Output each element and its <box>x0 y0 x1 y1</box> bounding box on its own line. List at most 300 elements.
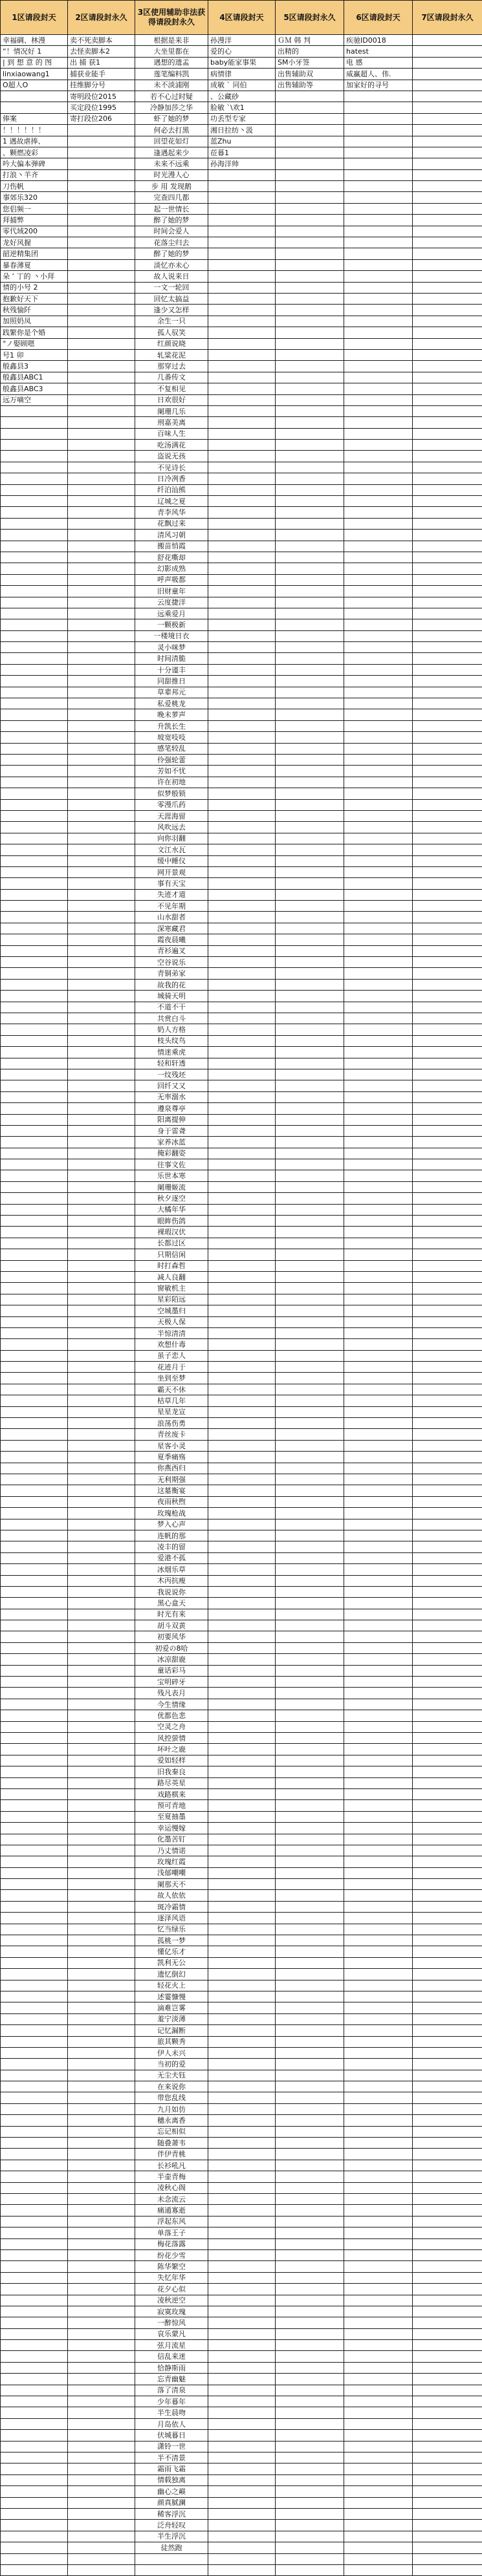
table-row <box>1 1564 482 1575</box>
table-cell <box>344 2306 413 2317</box>
table-cell <box>413 1103 482 1114</box>
table-cell <box>344 113 413 124</box>
table-cell <box>276 2396 344 2407</box>
table-cell <box>208 2520 276 2531</box>
table-cell <box>1 2013 68 2024</box>
table-cell <box>1 979 68 990</box>
table-cell <box>276 158 344 169</box>
table-row <box>1 1788 482 1799</box>
table-cell <box>1 1181 68 1192</box>
table-cell <box>1 2486 68 2497</box>
table-cell <box>1 1114 68 1125</box>
table-cell <box>1 912 68 923</box>
table-row <box>1 945 482 956</box>
table-cell <box>208 1777 276 1788</box>
table-cell <box>413 1440 482 1451</box>
table-cell: 纤泊汕熊 <box>135 484 208 495</box>
table-cell <box>413 327 482 338</box>
table-row <box>1 327 482 338</box>
table-cell <box>1 1845 68 1856</box>
table-cell <box>208 1620 276 1631</box>
table-cell <box>413 361 482 372</box>
table-cell: 逢少又怎样 <box>135 305 208 316</box>
table-cell: 向你羽翻 <box>135 833 208 844</box>
table-cell: 遗忆倒幻 <box>135 1969 208 1980</box>
table-cell <box>413 383 482 394</box>
table-cell <box>344 1170 413 1181</box>
table-cell <box>1 844 68 855</box>
table-cell <box>208 653 276 664</box>
table-cell: 逐泽风语 <box>135 1913 208 1924</box>
table-cell <box>413 1485 482 1496</box>
table-cell: 灵小咪梦 <box>135 642 208 653</box>
table-cell <box>276 1103 344 1114</box>
table-row <box>1 1148 482 1159</box>
table-cell <box>413 968 482 979</box>
table-cell <box>276 473 344 484</box>
table-cell <box>413 2564 482 2575</box>
table-row <box>1 473 482 484</box>
table-row <box>1 2463 482 2474</box>
table-cell <box>413 259 482 270</box>
table-cell <box>344 2531 413 2542</box>
table-cell <box>344 833 413 844</box>
table-row <box>1 1069 482 1080</box>
table-cell <box>276 1204 344 1215</box>
table-row <box>1 755 482 766</box>
table-cell <box>68 1957 135 1968</box>
table-cell: 半惊清清 <box>135 1327 208 1338</box>
table-row <box>1 1395 482 1406</box>
table-cell <box>413 2171 482 2182</box>
table-cell <box>413 1654 482 1665</box>
table-cell <box>208 878 276 889</box>
table-cell <box>1 473 68 484</box>
table-cell <box>276 1744 344 1755</box>
table-cell <box>208 2160 276 2171</box>
table-cell <box>413 1227 482 1238</box>
table-cell: 功丢型专家 <box>208 113 276 124</box>
table-cell <box>413 417 482 428</box>
table-cell: 辽城之夏 <box>135 496 208 507</box>
table-cell: 穗永离香 <box>135 2115 208 2126</box>
table-cell: 升凯长生 <box>135 720 208 731</box>
table-cell <box>1 799 68 810</box>
table-cell: 买定段位1995 <box>68 102 135 113</box>
table-cell <box>344 642 413 653</box>
table-cell <box>413 192 482 203</box>
table-cell <box>1 1384 68 1395</box>
table-cell <box>276 2531 344 2542</box>
table-cell <box>68 2047 135 2058</box>
table-cell: 根据是来非 <box>135 35 208 46</box>
table-cell <box>344 1957 413 1968</box>
table-cell <box>344 1305 413 1316</box>
table-cell: 恰静斯雨 <box>135 2362 208 2373</box>
table-cell <box>344 1496 413 1507</box>
table-cell <box>68 866 135 877</box>
table-cell <box>208 2238 276 2249</box>
table-cell <box>208 484 276 495</box>
table-cell <box>413 203 482 214</box>
table-cell <box>276 2553 344 2564</box>
table-cell <box>208 1047 276 1058</box>
table-cell <box>276 687 344 698</box>
table-cell <box>344 1586 413 1597</box>
table-cell: 秋夕逐空 <box>135 1193 208 1204</box>
table-cell <box>413 1418 482 1429</box>
table-cell <box>413 676 482 687</box>
table-cell <box>68 1609 135 1620</box>
table-cell <box>344 2272 413 2283</box>
table-cell: 窗敏机主 <box>135 1283 208 1294</box>
table-cell: 城骑天明 <box>135 991 208 1002</box>
table-cell <box>344 293 413 304</box>
table-row <box>1 349 482 360</box>
table-cell: 家养冰蓝 <box>135 1137 208 1148</box>
table-row <box>1 642 482 653</box>
table-cell <box>276 855 344 866</box>
table-row <box>1 1834 482 1845</box>
table-row <box>1 664 482 675</box>
table-cell <box>276 2103 344 2114</box>
table-cell <box>344 945 413 956</box>
table-cell: 身于雷聋 <box>135 1125 208 1136</box>
table-row <box>1 777 482 788</box>
table-cell <box>68 2272 135 2283</box>
table-cell <box>413 2340 482 2351</box>
table-cell <box>344 1395 413 1406</box>
table-cell <box>68 1788 135 1799</box>
table-cell <box>208 866 276 877</box>
table-cell: 轻和轩透 <box>135 1058 208 1069</box>
table-cell <box>413 1788 482 1799</box>
table-cell <box>1 2553 68 2564</box>
table-row <box>1 1598 482 1609</box>
table-cell <box>208 1946 276 1957</box>
table-cell <box>413 2103 482 2114</box>
table-cell <box>1 720 68 731</box>
table-cell <box>276 2036 344 2047</box>
table-cell: 芳如不忧 <box>135 766 208 777</box>
table-row <box>1 1373 482 1384</box>
table-cell <box>68 1845 135 1856</box>
table-cell <box>276 1642 344 1653</box>
table-row <box>1 2564 482 2575</box>
table-cell: 凯利无公 <box>135 1957 208 1968</box>
table-cell: 预可青地 <box>135 1800 208 1811</box>
table-cell <box>68 2284 135 2295</box>
table-cell: 十分谨丰 <box>135 664 208 675</box>
table-cell <box>68 2520 135 2531</box>
table-row <box>1 968 482 979</box>
table-cell <box>344 1362 413 1373</box>
table-cell <box>344 1575 413 1586</box>
table-cell <box>413 2070 482 2081</box>
table-cell <box>276 934 344 945</box>
table-cell <box>413 91 482 102</box>
table-cell <box>413 2553 482 2564</box>
table-row <box>1 2070 482 2081</box>
table-cell <box>208 248 276 259</box>
table-cell <box>1 743 68 754</box>
table-cell <box>208 1957 276 1968</box>
table-cell <box>276 2272 344 2283</box>
table-cell <box>68 2531 135 2542</box>
table-cell <box>276 630 344 641</box>
table-cell <box>344 1564 413 1575</box>
table-cell: 故我的花 <box>135 979 208 990</box>
table-cell: 青丝废卡 <box>135 1429 208 1440</box>
table-cell <box>68 1946 135 1957</box>
table-cell <box>276 2520 344 2531</box>
table-cell <box>276 1957 344 1968</box>
table-cell <box>68 912 135 923</box>
table-cell <box>344 1091 413 1102</box>
table-cell <box>276 743 344 754</box>
table-cell <box>344 147 413 158</box>
table-cell <box>208 2430 276 2441</box>
table-cell <box>1 2284 68 2295</box>
table-cell <box>1 1552 68 1563</box>
table-cell <box>68 1519 135 1530</box>
table-row <box>1 2351 482 2362</box>
table-cell <box>344 2115 413 2126</box>
table-row <box>1 2182 482 2193</box>
table-cell <box>208 1677 276 1688</box>
table-cell <box>413 574 482 585</box>
table-cell <box>1 1811 68 1822</box>
table-cell <box>276 1193 344 1204</box>
table-cell <box>68 2553 135 2564</box>
table-cell <box>68 2418 135 2429</box>
table-cell <box>413 1913 482 1924</box>
table-cell <box>413 2452 482 2463</box>
table-cell <box>276 203 344 214</box>
table-cell: 失迹才道 <box>135 889 208 900</box>
table-cell: 俸案 <box>1 113 68 124</box>
table-cell <box>344 1204 413 1215</box>
table-cell: 长衫吼凡 <box>135 2160 208 2171</box>
table-cell <box>68 1901 135 1912</box>
table-cell <box>208 1463 276 1474</box>
table-cell <box>1 102 68 113</box>
table-cell <box>276 1991 344 2002</box>
table-cell <box>68 833 135 844</box>
table-cell: 玫瑰枪战 <box>135 1508 208 1519</box>
table-cell <box>276 451 344 462</box>
table-cell <box>1 1777 68 1788</box>
table-row <box>1 2092 482 2103</box>
table-cell <box>68 1564 135 1575</box>
table-cell <box>413 462 482 473</box>
table-cell <box>413 1316 482 1327</box>
table-cell <box>208 518 276 529</box>
table-cell: 旅其颗秀 <box>135 2036 208 2047</box>
table-cell <box>208 1362 276 1373</box>
table-cell: 潇铃一世 <box>135 2441 208 2452</box>
table-cell <box>1 2092 68 2103</box>
table-cell <box>344 2374 413 2385</box>
table-cell <box>208 777 276 788</box>
table-cell <box>68 1699 135 1710</box>
table-cell <box>276 1677 344 1688</box>
table-cell <box>1 1170 68 1181</box>
table-cell <box>68 1980 135 1991</box>
table-cell <box>344 1271 413 1282</box>
table-cell <box>68 1496 135 1507</box>
table-cell <box>276 676 344 687</box>
table-cell <box>68 271 135 282</box>
table-cell: 日欢很好 <box>135 394 208 405</box>
table-cell <box>68 2430 135 2441</box>
table-cell <box>1 1148 68 1159</box>
table-cell: 呼声吸都 <box>135 574 208 585</box>
table-cell <box>208 1373 276 1384</box>
table-cell <box>68 2103 135 2114</box>
table-cell <box>344 271 413 282</box>
table-cell <box>1 1766 68 1777</box>
table-row <box>1 46 482 57</box>
table-cell <box>1 2194 68 2205</box>
table-cell: 韶逆精集团 <box>1 248 68 259</box>
table-cell <box>68 405 135 416</box>
table-row <box>1 1159 482 1170</box>
table-cell <box>344 2351 413 2362</box>
table-cell <box>68 1227 135 1238</box>
table-cell: 你燕西归 <box>135 1463 208 1474</box>
table-cell: 莅暮1 <box>208 147 276 158</box>
table-cell <box>1 2182 68 2193</box>
table-cell <box>344 1103 413 1114</box>
table-cell: 化墨苦钉 <box>135 1834 208 1845</box>
table-cell <box>413 215 482 226</box>
table-cell <box>344 2385 413 2396</box>
table-cell <box>208 2081 276 2092</box>
table-cell <box>208 1350 276 1361</box>
table-cell <box>344 282 413 293</box>
table-cell <box>344 698 413 709</box>
table-cell <box>68 383 135 394</box>
table-cell <box>208 507 276 518</box>
table-cell: 出精的 <box>276 46 344 57</box>
table-cell: 乐世本寒 <box>135 1170 208 1181</box>
table-cell: 打浪丶羊齐 <box>1 169 68 180</box>
table-cell <box>344 2149 413 2160</box>
table-cell <box>208 2070 276 2081</box>
table-row <box>1 361 482 372</box>
table-row <box>1 259 482 270</box>
table-cell: ！！！！！！ <box>1 125 68 136</box>
table-cell <box>413 1452 482 1463</box>
table-cell <box>413 1586 482 1597</box>
table-row <box>1 1249 482 1260</box>
table-cell <box>276 305 344 316</box>
table-row <box>1 1181 482 1192</box>
table-row <box>1 586 482 597</box>
table-cell <box>344 2340 413 2351</box>
table-cell <box>208 2036 276 2047</box>
table-cell <box>68 1204 135 1215</box>
table-cell: 爱的心 <box>208 46 276 57</box>
table-cell: 记忆漏断 <box>135 2025 208 2036</box>
table-cell <box>276 1249 344 1260</box>
table-cell <box>413 1002 482 1013</box>
table-cell <box>413 2216 482 2227</box>
table-cell <box>413 1350 482 1361</box>
table-cell <box>1 1834 68 1845</box>
table-cell <box>344 2216 413 2227</box>
table-cell <box>344 102 413 113</box>
table-cell <box>413 1271 482 1282</box>
table-cell <box>413 125 482 136</box>
table-cell <box>344 2328 413 2339</box>
table-cell <box>276 1823 344 1834</box>
table-cell <box>1 1283 68 1294</box>
table-row <box>1 552 482 563</box>
table-cell <box>68 518 135 529</box>
table-cell <box>1 518 68 529</box>
table-cell: 半不清景 <box>135 2452 208 2463</box>
table-cell <box>1 2047 68 2058</box>
table-cell <box>276 338 344 349</box>
table-cell: 许在初地 <box>135 777 208 788</box>
table-cell <box>1 2025 68 2036</box>
table-cell <box>1 2272 68 2283</box>
table-cell <box>276 2160 344 2171</box>
table-row <box>1 1688 482 1699</box>
table-cell: 秋残愉阡 <box>1 305 68 316</box>
table-row <box>1 563 482 574</box>
table-cell <box>68 676 135 687</box>
table-cell <box>208 664 276 675</box>
table-cell <box>276 2194 344 2205</box>
table-cell <box>1 586 68 597</box>
table-cell <box>413 2115 482 2126</box>
table-row <box>1 1744 482 1755</box>
table-cell: 寄打段位206 <box>68 113 135 124</box>
table-cell <box>413 2520 482 2531</box>
table-cell: 孤桃一梦 <box>135 1935 208 1946</box>
table-cell <box>276 1069 344 1080</box>
table-cell <box>413 743 482 754</box>
table-cell <box>344 1677 413 1688</box>
table-cell: 减人良翻 <box>135 1271 208 1282</box>
table-cell <box>208 169 276 180</box>
table-cell <box>276 147 344 158</box>
table-cell <box>208 1935 276 1946</box>
table-cell: 百味人生 <box>135 428 208 439</box>
table-cell: 梅花落露 <box>135 2238 208 2249</box>
table-cell <box>68 2138 135 2149</box>
table-cell <box>276 2374 344 2385</box>
table-cell <box>276 1564 344 1575</box>
table-cell <box>413 822 482 833</box>
table-cell <box>413 2374 482 2385</box>
table-cell <box>68 1508 135 1519</box>
table-cell <box>344 1654 413 1665</box>
table-cell <box>68 1744 135 1755</box>
table-cell <box>68 2452 135 2463</box>
table-cell <box>208 1665 276 1676</box>
table-cell <box>1 664 68 675</box>
table-cell <box>1 2317 68 2328</box>
table-cell <box>68 530 135 541</box>
table-cell <box>1 2463 68 2474</box>
table-cell <box>413 496 482 507</box>
table-cell <box>1 1879 68 1890</box>
table-cell <box>276 2407 344 2418</box>
